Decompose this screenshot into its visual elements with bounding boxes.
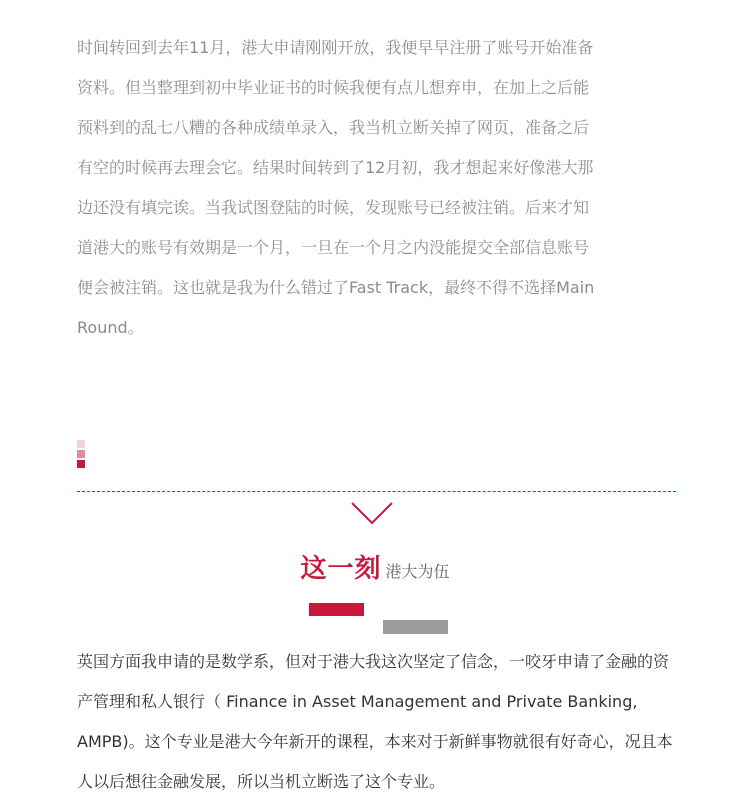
- section-heading-sub: 港大为伍: [385, 562, 450, 581]
- decorative-squares: [77, 440, 85, 470]
- intro-line: 便会被注销。这也就是我为什么错过了Fast Track，最终不得不选择Main: [77, 278, 595, 297]
- body-line: 人以后想往金融发展，所以当机立断选了这个专业。: [77, 772, 446, 791]
- body-line: 英国方面我申请的是数学系，但对于港大我这次坚定了信念，一咬牙申请了金融的资: [77, 652, 670, 671]
- square-light: [77, 450, 85, 458]
- square-pale: [77, 440, 85, 448]
- intro-line: 资料。但当整理到初中毕业证书的时候我便有点儿想弃申，在加上之后能: [77, 78, 590, 97]
- intro-line: 预料到的乱七八糟的各种成绩单录入，我当机立断关掉了网页，准备之后: [77, 118, 590, 137]
- body-line: 产管理和私人银行（ Finance in Asset Management and Private Banking,: [77, 692, 638, 711]
- intro-line: Round。: [77, 318, 144, 337]
- intro-line: 道港大的账号有效期是一个月，一旦在一个月之内没能提交全部信息账号: [77, 238, 590, 257]
- intro-line: 边还没有填完诶。当我试图登陆的时候，发现账号已经被注销。后来才知: [77, 198, 590, 217]
- dotted-divider: [77, 491, 676, 492]
- accent-bar-gray: [383, 620, 448, 634]
- accent-bar-red: [309, 603, 364, 616]
- intro-line: 有空的时候再去理会它。结果时间转到了12月初，我才想起来好像港大那: [77, 158, 594, 177]
- intro-line: 时间转回到去年11月，港大申请刚刚开放，我便早早注册了账号开始准备: [77, 38, 594, 57]
- intro-paragraph: [77, 28, 607, 348]
- section-heading-main: 这一刻: [300, 554, 382, 584]
- body-paragraph: [77, 642, 677, 802]
- chevron-down-icon: [350, 500, 394, 526]
- body-line: AMPB)。这个专业是港大今年新开的课程，本来对于新鲜事物就很有好奇心，况且本: [77, 732, 673, 751]
- section-heading: [0, 548, 750, 585]
- square-dark: [77, 460, 85, 468]
